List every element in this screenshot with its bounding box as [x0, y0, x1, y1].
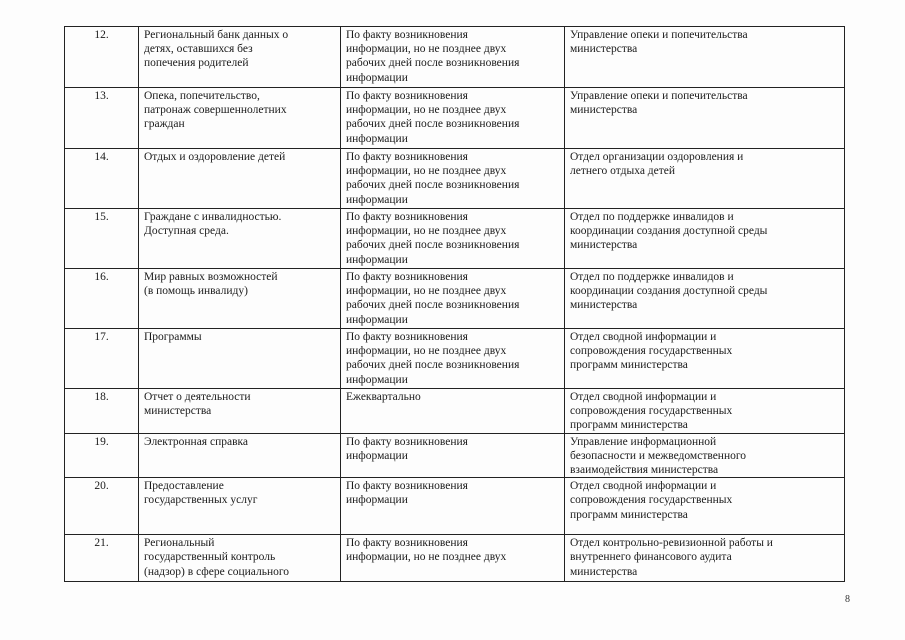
resource-name: Электронная справка	[144, 435, 249, 448]
table-row	[65, 535, 845, 582]
table-row	[65, 88, 845, 149]
table-row	[65, 209, 845, 269]
resource-name: Региональный банк данных о детях, оставшихся без попечения родителей	[144, 29, 289, 70]
resource-name: Региональный государственный контроль (надзор) в сфере социального	[144, 537, 290, 578]
page-number: 8	[845, 594, 850, 605]
resource-name-cell	[139, 329, 341, 389]
resource-name-cell	[139, 209, 341, 269]
responsible-unit-cell	[565, 478, 845, 535]
responsible-unit: Отдел организации оздоровления и летнего отдыха детей	[570, 151, 744, 178]
responsible-unit: Отдел сводной информации и сопровождения государственных программ министерства	[570, 480, 733, 521]
row-number: 17.	[65, 329, 139, 389]
update-period-cell	[341, 88, 565, 149]
responsible-unit: Отдел контрольно-ревизионной работы и внутреннего финансового аудита министерства	[570, 537, 773, 578]
row-number: 16.	[65, 269, 139, 329]
responsible-unit-cell	[565, 88, 845, 149]
table-row	[65, 269, 845, 329]
table-row	[65, 389, 845, 434]
update-period: Ежеквартально	[346, 391, 421, 403]
responsible-unit: Отдел сводной информации и сопровождения государственных программ министерства	[570, 331, 733, 372]
resource-name: Опека, попечительство, патронаж совершеннолетних граждан	[144, 90, 287, 131]
responsible-unit-cell	[565, 27, 845, 88]
responsible-unit-cell	[565, 209, 845, 269]
responsible-unit-cell	[565, 329, 845, 389]
table-row	[65, 149, 845, 209]
responsible-unit: Отдел по поддержке инвалидов и координации создания доступной среды министерства	[570, 211, 768, 252]
resource-name-cell	[139, 535, 341, 582]
resource-name-cell	[139, 478, 341, 535]
update-period-cell	[341, 478, 565, 535]
row-number: 13.	[65, 88, 139, 149]
update-period-cell	[341, 329, 565, 389]
responsible-unit: Отдел по поддержке инвалидов и координации создания доступной среды министерства	[570, 271, 768, 312]
row-number: 20.	[65, 478, 139, 535]
resource-name: Отдых и оздоровление детей	[144, 151, 286, 163]
resource-name-cell	[139, 88, 341, 149]
update-period: По факту возникновения информации, но не позднее двух рабочих дней после возникновения информации	[346, 151, 520, 206]
update-period-cell	[341, 433, 565, 478]
update-period: По факту возникновения информации, но не позднее двух рабочих дней после возникновения информации	[346, 211, 520, 266]
responsible-unit: Отдел сводной информации и сопровождения государственных программ министерства	[570, 391, 733, 432]
update-period: По факту возникновения информации, но не позднее двух рабочих дней после возникновения информации	[346, 331, 520, 386]
resource-name: Предоставление государственных услуг	[144, 480, 258, 507]
update-period: По факту возникновения информации, но не позднее двух	[346, 537, 507, 564]
table-row	[65, 478, 845, 535]
resource-name-cell	[139, 27, 341, 88]
row-number: 12.	[65, 27, 139, 88]
responsible-unit-cell	[565, 535, 845, 582]
row-number: 19.	[65, 433, 139, 478]
responsible-unit-cell	[565, 149, 845, 209]
row-number: 21.	[65, 535, 139, 582]
responsible-unit-cell	[565, 433, 845, 478]
responsible-unit: Управление информационной безопасности и межведомственного взаимодействия министерства	[570, 435, 747, 477]
table-row	[65, 27, 845, 88]
row-number: 14.	[65, 149, 139, 209]
update-period-cell	[341, 27, 565, 88]
information-table	[64, 26, 845, 582]
resource-name-cell	[139, 433, 341, 478]
update-period: По факту возникновения информации, но не позднее двух рабочих дней после возникновения информации	[346, 271, 520, 326]
responsible-unit: Управление опеки и попечительства министерства	[570, 29, 748, 56]
update-period-cell	[341, 389, 565, 434]
update-period-cell	[341, 535, 565, 582]
resource-name-cell	[139, 389, 341, 434]
responsible-unit-cell	[565, 269, 845, 329]
update-period: По факту возникновения информации	[346, 480, 468, 507]
update-period-cell	[341, 149, 565, 209]
update-period-cell	[341, 269, 565, 329]
row-number: 15.	[65, 209, 139, 269]
update-period: По факту возникновения информации	[346, 435, 468, 462]
table-row	[65, 433, 845, 478]
resource-name-cell	[139, 149, 341, 209]
resource-name-cell	[139, 269, 341, 329]
resource-name: Программы	[144, 331, 202, 343]
update-period: По факту возникновения информации, но не позднее двух рабочих дней после возникновения информации	[346, 90, 520, 145]
resource-name: Отчет о деятельности министерства	[144, 391, 251, 418]
update-period: По факту возникновения информации, но не позднее двух рабочих дней после возникновения информации	[346, 29, 520, 84]
resource-name: Граждане с инвалидностью. Доступная среда.	[144, 211, 282, 238]
resource-name: Мир равных возможностей (в помощь инвалиду)	[144, 271, 278, 298]
row-number: 18.	[65, 389, 139, 434]
table-row	[65, 329, 845, 389]
responsible-unit-cell	[565, 389, 845, 434]
update-period-cell	[341, 209, 565, 269]
responsible-unit: Управление опеки и попечительства министерства	[570, 90, 748, 117]
